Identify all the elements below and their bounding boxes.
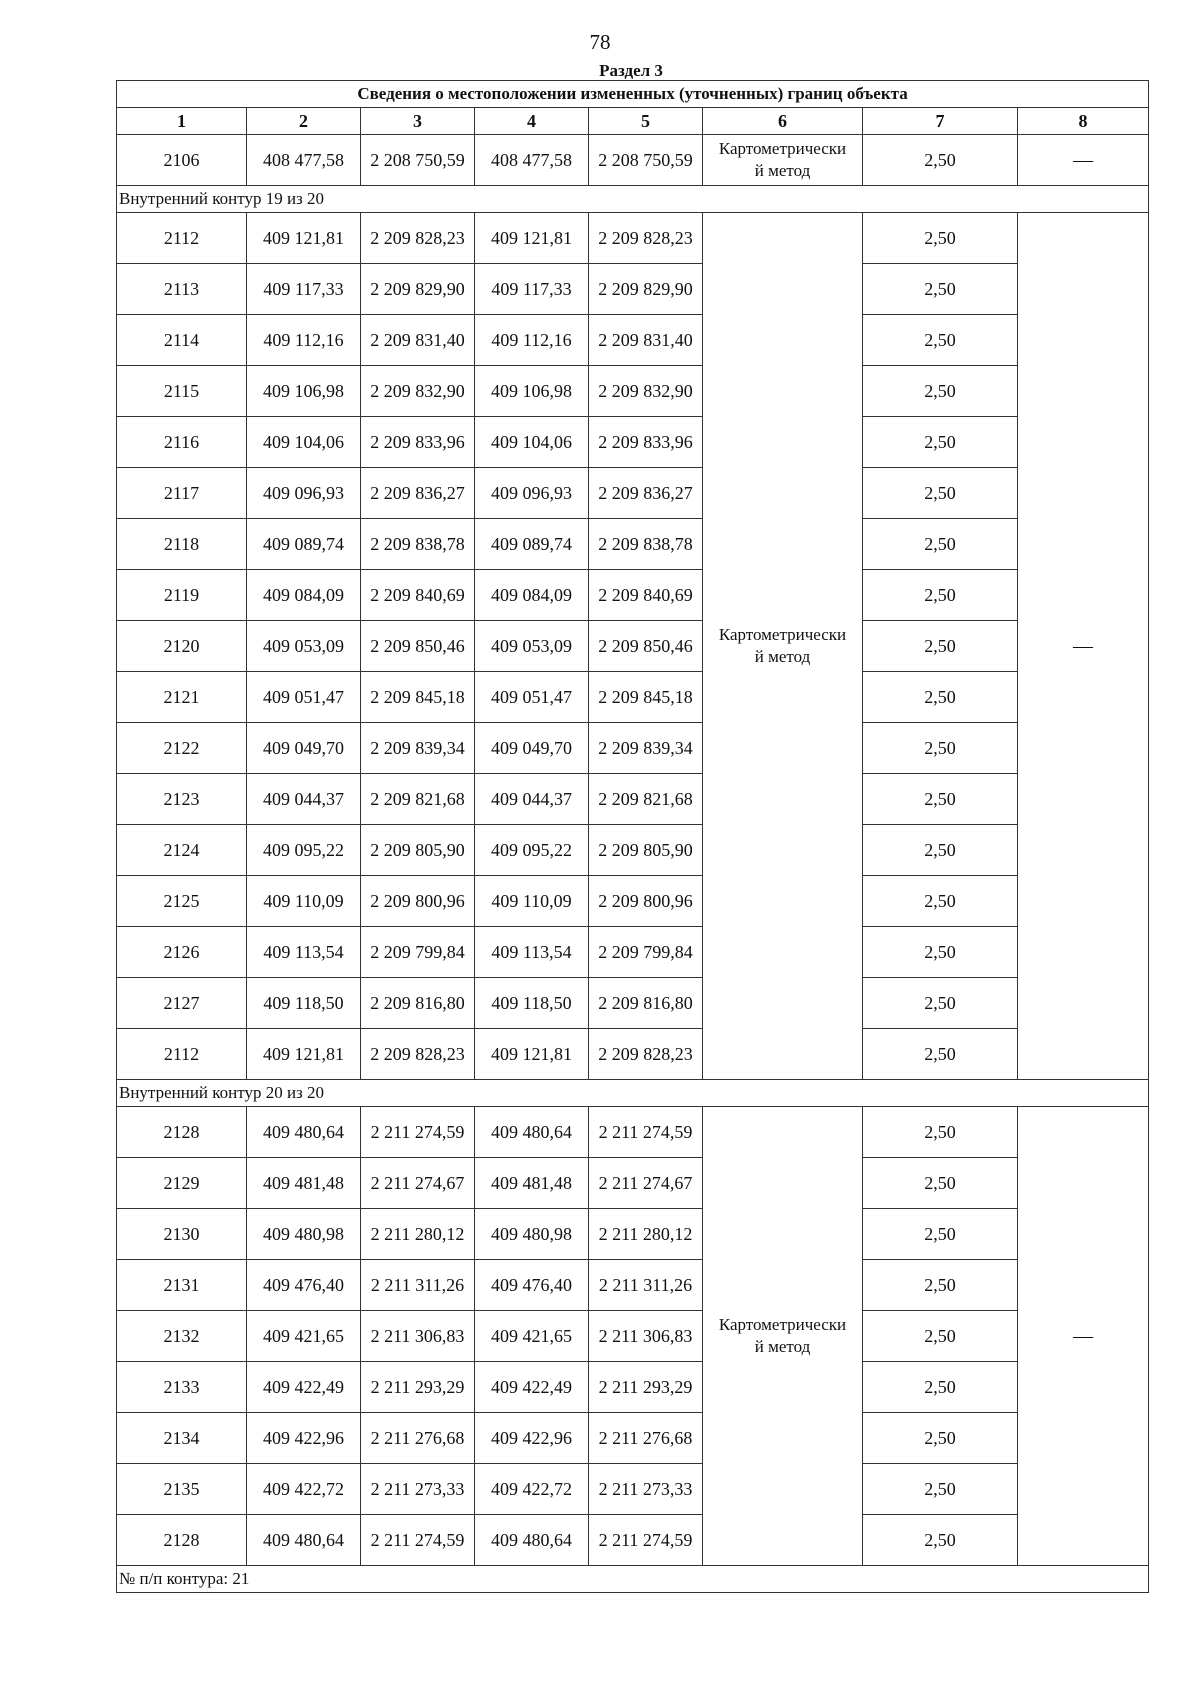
x-coordinate: 409 121,81 bbox=[475, 1029, 589, 1080]
y-coordinate: 2 209 821,68 bbox=[589, 774, 703, 825]
point-number: 2134 bbox=[117, 1413, 247, 1464]
x-coordinate: 409 044,37 bbox=[247, 774, 361, 825]
point-number: 2117 bbox=[117, 468, 247, 519]
point-number: 2112 bbox=[117, 1029, 247, 1080]
column-header: 8 bbox=[1018, 108, 1149, 135]
table-row bbox=[117, 570, 1149, 621]
contour-label-row bbox=[117, 1080, 1149, 1107]
y-coordinate: 2 209 828,23 bbox=[361, 213, 475, 264]
x-coordinate: 409 480,98 bbox=[247, 1209, 361, 1260]
accuracy-cell: 2,50 bbox=[863, 468, 1018, 519]
x-coordinate: 409 480,64 bbox=[247, 1515, 361, 1566]
accuracy-cell: 2,50 bbox=[863, 621, 1018, 672]
x-coordinate: 409 096,93 bbox=[247, 468, 361, 519]
table-caption: Сведения о местоположении измененных (уточненных) границ объекта bbox=[117, 81, 1149, 108]
y-coordinate: 2 209 833,96 bbox=[589, 417, 703, 468]
point-number: 2131 bbox=[117, 1260, 247, 1311]
table-row bbox=[117, 1158, 1149, 1209]
table-row bbox=[117, 621, 1149, 672]
y-coordinate: 2 211 306,83 bbox=[589, 1311, 703, 1362]
y-coordinate: 2 209 845,18 bbox=[589, 672, 703, 723]
column-header: 1 bbox=[117, 108, 247, 135]
table-row bbox=[117, 366, 1149, 417]
y-coordinate: 2 209 833,96 bbox=[361, 417, 475, 468]
point-number: 2126 bbox=[117, 927, 247, 978]
x-coordinate: 409 053,09 bbox=[475, 621, 589, 672]
accuracy-cell: 2,50 bbox=[863, 927, 1018, 978]
table-row bbox=[117, 1362, 1149, 1413]
y-coordinate: 2 209 829,90 bbox=[361, 264, 475, 315]
table-row bbox=[117, 468, 1149, 519]
page-number: 78 bbox=[589, 30, 611, 54]
y-coordinate: 2 209 816,80 bbox=[361, 978, 475, 1029]
contour-footer-row bbox=[117, 1566, 1149, 1593]
y-coordinate: 2 209 799,84 bbox=[589, 927, 703, 978]
y-coordinate: 2 209 828,23 bbox=[361, 1029, 475, 1080]
x-coordinate: 409 121,81 bbox=[247, 213, 361, 264]
dash-cell: — bbox=[1018, 1107, 1149, 1566]
point-number: 2128 bbox=[117, 1515, 247, 1566]
accuracy-cell: 2,50 bbox=[863, 876, 1018, 927]
x-coordinate: 409 422,96 bbox=[475, 1413, 589, 1464]
x-coordinate: 408 477,58 bbox=[247, 135, 361, 186]
point-number: 2127 bbox=[117, 978, 247, 1029]
accuracy-cell: 2,50 bbox=[863, 570, 1018, 621]
column-header: 4 bbox=[475, 108, 589, 135]
accuracy-cell: 2,50 bbox=[863, 978, 1018, 1029]
x-coordinate: 409 106,98 bbox=[475, 366, 589, 417]
point-number: 2124 bbox=[117, 825, 247, 876]
point-number: 2132 bbox=[117, 1311, 247, 1362]
x-coordinate: 409 113,54 bbox=[247, 927, 361, 978]
coordinates-table bbox=[116, 80, 1149, 1593]
table-row bbox=[117, 135, 1149, 186]
accuracy-cell: 2,50 bbox=[863, 1260, 1018, 1311]
x-coordinate: 409 049,70 bbox=[475, 723, 589, 774]
y-coordinate: 2 209 832,90 bbox=[361, 366, 475, 417]
y-coordinate: 2 209 821,68 bbox=[361, 774, 475, 825]
contour-label: Внутренний контур 19 из 20 bbox=[117, 186, 1149, 213]
point-number: 2119 bbox=[117, 570, 247, 621]
x-coordinate: 409 053,09 bbox=[247, 621, 361, 672]
y-coordinate: 2 209 805,90 bbox=[589, 825, 703, 876]
x-coordinate: 409 104,06 bbox=[247, 417, 361, 468]
accuracy-cell: 2,50 bbox=[863, 1413, 1018, 1464]
point-number: 2115 bbox=[117, 366, 247, 417]
y-coordinate: 2 211 280,12 bbox=[589, 1209, 703, 1260]
accuracy-cell: 2,50 bbox=[863, 1107, 1018, 1158]
x-coordinate: 409 421,65 bbox=[247, 1311, 361, 1362]
x-coordinate: 409 480,98 bbox=[475, 1209, 589, 1260]
y-coordinate: 2 211 293,29 bbox=[361, 1362, 475, 1413]
table-body bbox=[117, 81, 1149, 1593]
accuracy-cell: 2,50 bbox=[863, 1464, 1018, 1515]
y-coordinate: 2 211 276,68 bbox=[589, 1413, 703, 1464]
x-coordinate: 409 104,06 bbox=[475, 417, 589, 468]
x-coordinate: 409 084,09 bbox=[247, 570, 361, 621]
y-coordinate: 2 209 828,23 bbox=[589, 213, 703, 264]
x-coordinate: 409 051,47 bbox=[475, 672, 589, 723]
method-text-line2: й метод bbox=[754, 647, 811, 666]
column-header-row bbox=[117, 108, 1149, 135]
table-row bbox=[117, 876, 1149, 927]
dash-cell: — bbox=[1018, 135, 1149, 186]
method-cell bbox=[703, 135, 863, 186]
y-coordinate: 2 211 311,26 bbox=[589, 1260, 703, 1311]
x-coordinate: 409 476,40 bbox=[475, 1260, 589, 1311]
y-coordinate: 2 211 280,12 bbox=[361, 1209, 475, 1260]
y-coordinate: 2 209 839,34 bbox=[361, 723, 475, 774]
accuracy-cell: 2,50 bbox=[863, 1209, 1018, 1260]
x-coordinate: 409 084,09 bbox=[475, 570, 589, 621]
x-coordinate: 409 121,81 bbox=[475, 213, 589, 264]
x-coordinate: 409 117,33 bbox=[247, 264, 361, 315]
x-coordinate: 408 477,58 bbox=[475, 135, 589, 186]
table-row bbox=[117, 264, 1149, 315]
table-row bbox=[117, 1413, 1149, 1464]
y-coordinate: 2 211 311,26 bbox=[361, 1260, 475, 1311]
table-row bbox=[117, 519, 1149, 570]
table-row bbox=[117, 1515, 1149, 1566]
method-text-line2: й метод bbox=[754, 161, 811, 180]
point-number: 2121 bbox=[117, 672, 247, 723]
table-row bbox=[117, 1029, 1149, 1080]
x-coordinate: 409 095,22 bbox=[247, 825, 361, 876]
y-coordinate: 2 211 273,33 bbox=[361, 1464, 475, 1515]
y-coordinate: 2 209 829,90 bbox=[589, 264, 703, 315]
y-coordinate: 2 209 838,78 bbox=[361, 519, 475, 570]
table-row bbox=[117, 723, 1149, 774]
column-header: 3 bbox=[361, 108, 475, 135]
y-coordinate: 2 211 274,59 bbox=[589, 1515, 703, 1566]
y-coordinate: 2 211 276,68 bbox=[361, 1413, 475, 1464]
x-coordinate: 409 422,72 bbox=[247, 1464, 361, 1515]
x-coordinate: 409 113,54 bbox=[475, 927, 589, 978]
y-coordinate: 2 211 274,59 bbox=[589, 1107, 703, 1158]
contour-number-label: № п/п контура: 21 bbox=[117, 1566, 1149, 1593]
y-coordinate: 2 209 836,27 bbox=[361, 468, 475, 519]
table-row bbox=[117, 213, 1149, 264]
y-coordinate: 2 209 840,69 bbox=[589, 570, 703, 621]
table-row bbox=[117, 825, 1149, 876]
point-number: 2114 bbox=[117, 315, 247, 366]
table-row bbox=[117, 774, 1149, 825]
y-coordinate: 2 209 840,69 bbox=[361, 570, 475, 621]
table-row bbox=[117, 1107, 1149, 1158]
y-coordinate: 2 209 800,96 bbox=[589, 876, 703, 927]
y-coordinate: 2 209 831,40 bbox=[589, 315, 703, 366]
method-cell bbox=[703, 213, 863, 1080]
y-coordinate: 2 209 799,84 bbox=[361, 927, 475, 978]
column-header: 2 bbox=[247, 108, 361, 135]
y-coordinate: 2 211 274,59 bbox=[361, 1515, 475, 1566]
y-coordinate: 2 211 274,67 bbox=[361, 1158, 475, 1209]
point-number: 2112 bbox=[117, 213, 247, 264]
y-coordinate: 2 209 828,23 bbox=[589, 1029, 703, 1080]
x-coordinate: 409 089,74 bbox=[475, 519, 589, 570]
x-coordinate: 409 422,72 bbox=[475, 1464, 589, 1515]
point-number: 2129 bbox=[117, 1158, 247, 1209]
point-number: 2122 bbox=[117, 723, 247, 774]
table-row bbox=[117, 1260, 1149, 1311]
y-coordinate: 2 209 850,46 bbox=[361, 621, 475, 672]
point-number: 2106 bbox=[117, 135, 247, 186]
accuracy-cell: 2,50 bbox=[863, 366, 1018, 417]
x-coordinate: 409 118,50 bbox=[247, 978, 361, 1029]
accuracy-cell: 2,50 bbox=[863, 1515, 1018, 1566]
x-coordinate: 409 118,50 bbox=[475, 978, 589, 1029]
accuracy-cell: 2,50 bbox=[863, 264, 1018, 315]
column-header: 6 bbox=[703, 108, 863, 135]
accuracy-cell: 2,50 bbox=[863, 1029, 1018, 1080]
x-coordinate: 409 481,48 bbox=[475, 1158, 589, 1209]
x-coordinate: 409 121,81 bbox=[247, 1029, 361, 1080]
accuracy-cell: 2,50 bbox=[863, 315, 1018, 366]
point-number: 2116 bbox=[117, 417, 247, 468]
table-row bbox=[117, 1311, 1149, 1362]
accuracy-cell: 2,50 bbox=[863, 774, 1018, 825]
table-row bbox=[117, 978, 1149, 1029]
accuracy-cell: 2,50 bbox=[863, 1158, 1018, 1209]
point-number: 2130 bbox=[117, 1209, 247, 1260]
accuracy-cell: 2,50 bbox=[863, 723, 1018, 774]
x-coordinate: 409 049,70 bbox=[247, 723, 361, 774]
method-text-line1: Картометрически bbox=[718, 625, 847, 644]
accuracy-cell: 2,50 bbox=[863, 1362, 1018, 1413]
method-text-line1: Картометрически bbox=[718, 1315, 847, 1334]
x-coordinate: 409 110,09 bbox=[247, 876, 361, 927]
accuracy-cell: 2,50 bbox=[863, 417, 1018, 468]
dash-cell: — bbox=[1018, 213, 1149, 1080]
x-coordinate: 409 096,93 bbox=[475, 468, 589, 519]
accuracy-cell: 2,50 bbox=[863, 519, 1018, 570]
point-number: 2135 bbox=[117, 1464, 247, 1515]
y-coordinate: 2 211 274,67 bbox=[589, 1158, 703, 1209]
y-coordinate: 2 209 839,34 bbox=[589, 723, 703, 774]
point-number: 2113 bbox=[117, 264, 247, 315]
x-coordinate: 409 106,98 bbox=[247, 366, 361, 417]
accuracy-cell: 2,50 bbox=[863, 135, 1018, 186]
table-row bbox=[117, 1209, 1149, 1260]
x-coordinate: 409 095,22 bbox=[475, 825, 589, 876]
x-coordinate: 409 112,16 bbox=[247, 315, 361, 366]
x-coordinate: 409 117,33 bbox=[475, 264, 589, 315]
x-coordinate: 409 480,64 bbox=[475, 1515, 589, 1566]
section-title: Раздел 3 bbox=[599, 61, 663, 80]
table-row bbox=[117, 315, 1149, 366]
table-row bbox=[117, 1464, 1149, 1515]
table-caption-row bbox=[117, 81, 1149, 108]
point-number: 2133 bbox=[117, 1362, 247, 1413]
y-coordinate: 2 211 274,59 bbox=[361, 1107, 475, 1158]
accuracy-cell: 2,50 bbox=[863, 825, 1018, 876]
y-coordinate: 2 208 750,59 bbox=[361, 135, 475, 186]
y-coordinate: 2 209 805,90 bbox=[361, 825, 475, 876]
x-coordinate: 409 481,48 bbox=[247, 1158, 361, 1209]
y-coordinate: 2 209 845,18 bbox=[361, 672, 475, 723]
table-row bbox=[117, 672, 1149, 723]
accuracy-cell: 2,50 bbox=[863, 213, 1018, 264]
x-coordinate: 409 422,49 bbox=[247, 1362, 361, 1413]
method-text-line2: й метод bbox=[754, 1337, 811, 1356]
y-coordinate: 2 208 750,59 bbox=[589, 135, 703, 186]
column-header: 7 bbox=[863, 108, 1018, 135]
x-coordinate: 409 480,64 bbox=[247, 1107, 361, 1158]
table-row bbox=[117, 417, 1149, 468]
y-coordinate: 2 209 850,46 bbox=[589, 621, 703, 672]
contour-label-row bbox=[117, 186, 1149, 213]
point-number: 2118 bbox=[117, 519, 247, 570]
contour-label: Внутренний контур 20 из 20 bbox=[117, 1080, 1149, 1107]
y-coordinate: 2 211 293,29 bbox=[589, 1362, 703, 1413]
y-coordinate: 2 209 831,40 bbox=[361, 315, 475, 366]
y-coordinate: 2 209 800,96 bbox=[361, 876, 475, 927]
x-coordinate: 409 044,37 bbox=[475, 774, 589, 825]
y-coordinate: 2 209 836,27 bbox=[589, 468, 703, 519]
method-cell bbox=[703, 1107, 863, 1566]
x-coordinate: 409 480,64 bbox=[475, 1107, 589, 1158]
x-coordinate: 409 422,49 bbox=[475, 1362, 589, 1413]
column-header: 5 bbox=[589, 108, 703, 135]
y-coordinate: 2 211 273,33 bbox=[589, 1464, 703, 1515]
y-coordinate: 2 211 306,83 bbox=[361, 1311, 475, 1362]
x-coordinate: 409 110,09 bbox=[475, 876, 589, 927]
x-coordinate: 409 089,74 bbox=[247, 519, 361, 570]
accuracy-cell: 2,50 bbox=[863, 1311, 1018, 1362]
accuracy-cell: 2,50 bbox=[863, 672, 1018, 723]
y-coordinate: 2 209 838,78 bbox=[589, 519, 703, 570]
y-coordinate: 2 209 816,80 bbox=[589, 978, 703, 1029]
x-coordinate: 409 051,47 bbox=[247, 672, 361, 723]
table-row bbox=[117, 927, 1149, 978]
point-number: 2125 bbox=[117, 876, 247, 927]
point-number: 2120 bbox=[117, 621, 247, 672]
y-coordinate: 2 209 832,90 bbox=[589, 366, 703, 417]
method-text-line1: Картометрически bbox=[718, 139, 847, 158]
x-coordinate: 409 112,16 bbox=[475, 315, 589, 366]
point-number: 2128 bbox=[117, 1107, 247, 1158]
x-coordinate: 409 422,96 bbox=[247, 1413, 361, 1464]
x-coordinate: 409 421,65 bbox=[475, 1311, 589, 1362]
point-number: 2123 bbox=[117, 774, 247, 825]
x-coordinate: 409 476,40 bbox=[247, 1260, 361, 1311]
